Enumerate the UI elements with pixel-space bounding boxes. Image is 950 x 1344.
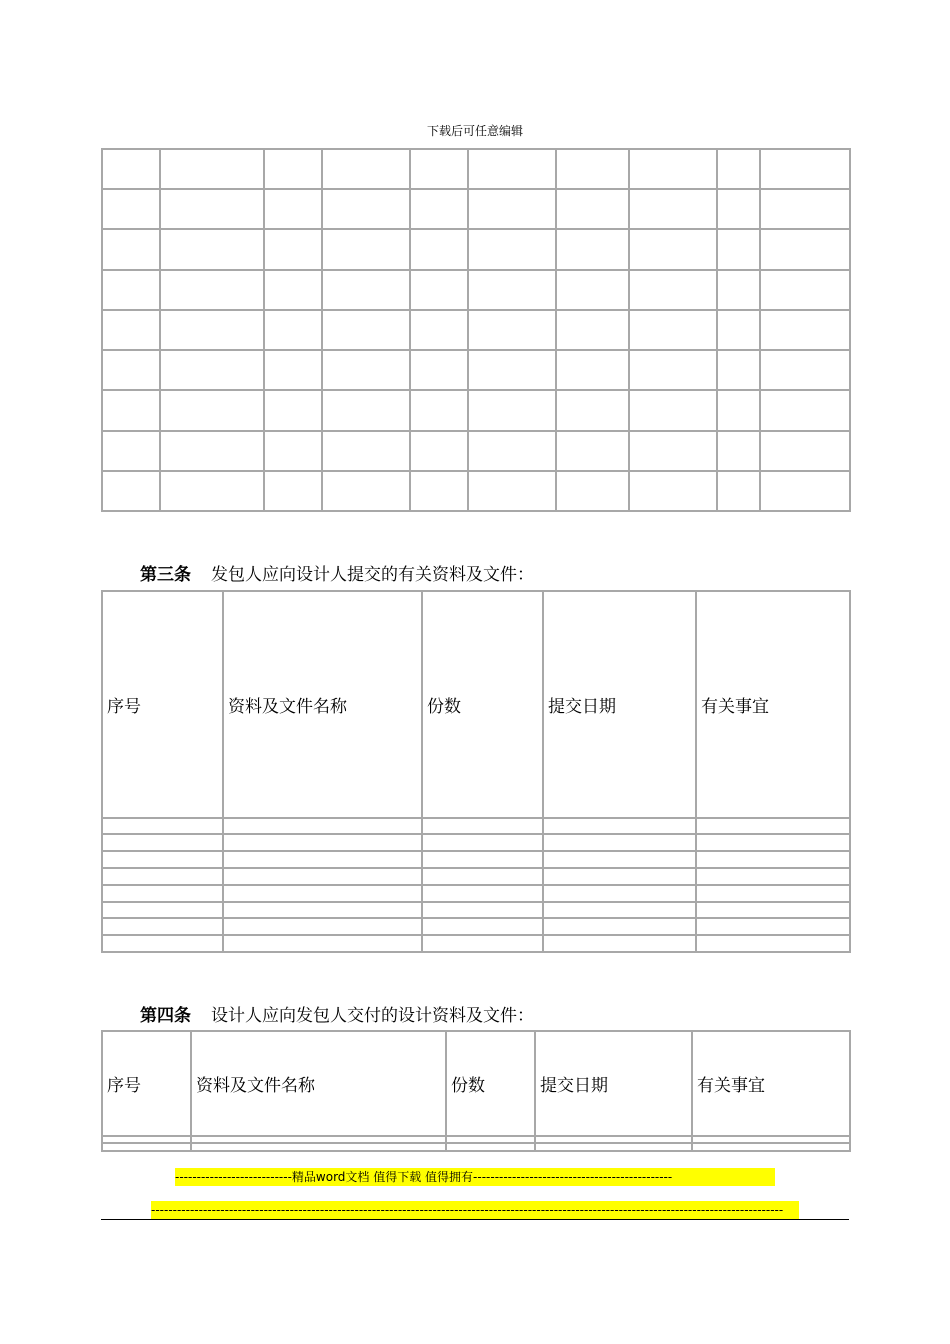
table-cell: [556, 310, 629, 350]
table-cell: [760, 431, 850, 471]
table-cell: [264, 350, 322, 390]
table-cell: [422, 918, 543, 935]
table-cell: [543, 851, 696, 868]
header-submit-date: 提交日期: [543, 591, 696, 818]
table-cell: [468, 270, 556, 310]
table-cell: [410, 390, 468, 430]
table-cell: [629, 189, 717, 229]
table-cell: [322, 471, 410, 511]
table-cell: [422, 902, 543, 919]
header-serial: 序号: [102, 591, 223, 818]
table-cell: [223, 918, 422, 935]
table-cell: [264, 310, 322, 350]
table-cell: [692, 1143, 850, 1151]
table-cell: [556, 431, 629, 471]
table-cell: [264, 189, 322, 229]
header-serial: 序号: [102, 1031, 191, 1136]
table-row: [102, 935, 850, 952]
table-cell: [191, 1143, 446, 1151]
table-cell: [629, 149, 717, 189]
table-header-row: [102, 1031, 850, 1136]
table-cell: [543, 834, 696, 851]
table-cell: [264, 229, 322, 269]
table-cell: [556, 189, 629, 229]
table-cell: [322, 390, 410, 430]
table-cell: [760, 149, 850, 189]
table-cell: [556, 471, 629, 511]
table-row: [102, 1143, 850, 1151]
table-cell: [446, 1143, 535, 1151]
table-cell: [102, 834, 223, 851]
table-cell: [322, 149, 410, 189]
table-cell: [629, 270, 717, 310]
table-cell: [160, 471, 264, 511]
table-cell: [468, 431, 556, 471]
table-cell: [410, 270, 468, 310]
header-document-name: 资料及文件名称: [191, 1031, 446, 1136]
table-cell: [322, 431, 410, 471]
table-cell: [717, 471, 760, 511]
table-cell: [556, 149, 629, 189]
table-cell: [696, 935, 850, 952]
table-cell: [760, 189, 850, 229]
delivery-table: [101, 1030, 851, 1152]
table-cell: [629, 471, 717, 511]
table-cell: [696, 868, 850, 885]
table-cell: [717, 229, 760, 269]
table-cell: [322, 270, 410, 310]
table-cell: [102, 350, 160, 390]
header-related-matters: 有关事宜: [692, 1031, 850, 1136]
table-cell: [556, 350, 629, 390]
table-row: [102, 818, 850, 835]
table-cell: [760, 270, 850, 310]
table-row: [102, 902, 850, 919]
table-row: [102, 1136, 850, 1144]
table-cell: [717, 149, 760, 189]
table-cell: [410, 471, 468, 511]
table-cell: [760, 471, 850, 511]
table-cell: [160, 229, 264, 269]
table-cell: [629, 431, 717, 471]
table-cell: [556, 390, 629, 430]
table-cell: [446, 1136, 535, 1144]
section4-number: 第四条: [140, 1006, 191, 1026]
table-cell: [422, 818, 543, 835]
table-cell: [102, 1143, 191, 1151]
table-cell: [102, 818, 223, 835]
table-cell: [696, 902, 850, 919]
table-cell: [322, 189, 410, 229]
delivery-table-body: [102, 1031, 850, 1151]
table-cell: [223, 902, 422, 919]
header-copies: 份数: [446, 1031, 535, 1136]
table-cell: [543, 885, 696, 902]
table-cell: [410, 350, 468, 390]
table-cell: [717, 350, 760, 390]
footer-banner: ---------------------------精品word文档 值得下载 值得拥有----------------------------------------------: [175, 1168, 775, 1186]
table-cell: [160, 189, 264, 229]
table-cell: [629, 350, 717, 390]
table-cell: [543, 918, 696, 935]
table-cell: [543, 818, 696, 835]
table-cell: [322, 310, 410, 350]
table-cell: [422, 885, 543, 902]
table-cell: [468, 310, 556, 350]
table-cell: [468, 350, 556, 390]
table-cell: [160, 390, 264, 430]
table-row: [102, 885, 850, 902]
table-cell: [717, 390, 760, 430]
table-cell: [543, 902, 696, 919]
submission-table-body: [102, 591, 850, 952]
table-cell: [102, 935, 223, 952]
table-cell: [629, 310, 717, 350]
table-cell: [535, 1136, 692, 1144]
table-row: [102, 270, 850, 310]
table-cell: [160, 350, 264, 390]
footer-dash-line: --------------------------------------------------------------------------------------------------------------------------------------------------: [151, 1201, 799, 1219]
table-cell: [556, 270, 629, 310]
table-cell: [160, 270, 264, 310]
header-copies: 份数: [422, 591, 543, 818]
table-cell: [422, 868, 543, 885]
table-cell: [102, 471, 160, 511]
table-row: [102, 834, 850, 851]
table-cell: [760, 350, 850, 390]
table-row: [102, 868, 850, 885]
table-cell: [422, 935, 543, 952]
table-cell: [160, 310, 264, 350]
table-cell: [102, 229, 160, 269]
table-row: [102, 189, 850, 229]
table-cell: [264, 270, 322, 310]
table-cell: [556, 229, 629, 269]
table-cell: [264, 471, 322, 511]
table-cell: [543, 868, 696, 885]
table-cell: [223, 818, 422, 835]
section4-heading: [140, 1001, 534, 1026]
table-cell: [322, 350, 410, 390]
table-cell: [410, 189, 468, 229]
header-submit-date: 提交日期: [535, 1031, 692, 1136]
table-cell: [410, 310, 468, 350]
table-cell: [410, 229, 468, 269]
table-cell: [102, 918, 223, 935]
table-cell: [223, 885, 422, 902]
table-cell: [717, 189, 760, 229]
table-cell: [629, 229, 717, 269]
table-cell: [102, 149, 160, 189]
table-cell: [102, 851, 223, 868]
table-cell: [717, 270, 760, 310]
table-cell: [422, 834, 543, 851]
table-cell: [102, 431, 160, 471]
table-cell: [191, 1136, 446, 1144]
table-cell: [102, 885, 223, 902]
section4-text: 设计人应向发包人交付的设计资料及文件：: [211, 1006, 534, 1026]
table-row: [102, 350, 850, 390]
table-cell: [760, 310, 850, 350]
table-cell: [102, 189, 160, 229]
table-cell: [696, 851, 850, 868]
empty-grid-body: [102, 149, 850, 511]
table-cell: [264, 431, 322, 471]
table-row: [102, 310, 850, 350]
table-cell: [160, 149, 264, 189]
footer-rule: [101, 1219, 849, 1220]
empty-grid-table: [101, 148, 851, 512]
table-cell: [696, 885, 850, 902]
table-cell: [102, 390, 160, 430]
table-cell: [102, 902, 223, 919]
table-row: [102, 918, 850, 935]
table-cell: [160, 431, 264, 471]
table-cell: [760, 390, 850, 430]
header-document-name: 资料及文件名称: [223, 591, 422, 818]
section3-number: 第三条: [140, 565, 191, 585]
table-cell: [102, 270, 160, 310]
table-cell: [102, 868, 223, 885]
table-cell: [468, 390, 556, 430]
table-header-row: [102, 591, 850, 818]
table-cell: [760, 229, 850, 269]
table-cell: [264, 390, 322, 430]
table-cell: [223, 851, 422, 868]
table-row: [102, 471, 850, 511]
table-cell: [692, 1136, 850, 1144]
table-cell: [696, 834, 850, 851]
table-cell: [102, 310, 160, 350]
table-cell: [535, 1143, 692, 1151]
table-cell: [223, 868, 422, 885]
table-cell: [468, 189, 556, 229]
section3-text: 发包人应向设计人提交的有关资料及文件：: [211, 565, 534, 585]
table-cell: [696, 918, 850, 935]
table-row: [102, 851, 850, 868]
table-row: [102, 390, 850, 430]
table-row: [102, 149, 850, 189]
table-cell: [717, 431, 760, 471]
table-cell: [410, 149, 468, 189]
table-cell: [696, 818, 850, 835]
table-cell: [264, 149, 322, 189]
table-cell: [543, 935, 696, 952]
table-cell: [629, 390, 717, 430]
section3-heading: [140, 560, 534, 585]
header-related-matters: 有关事宜: [696, 591, 850, 818]
table-row: [102, 431, 850, 471]
table-cell: [322, 229, 410, 269]
table-cell: [223, 935, 422, 952]
submission-table: [101, 590, 851, 953]
table-cell: [410, 431, 468, 471]
header-note: 下载后可任意编辑: [426, 124, 523, 138]
table-cell: [468, 229, 556, 269]
table-cell: [422, 851, 543, 868]
table-cell: [102, 1136, 191, 1144]
table-row: [102, 229, 850, 269]
table-cell: [223, 834, 422, 851]
table-cell: [717, 310, 760, 350]
table-cell: [468, 149, 556, 189]
table-cell: [468, 471, 556, 511]
